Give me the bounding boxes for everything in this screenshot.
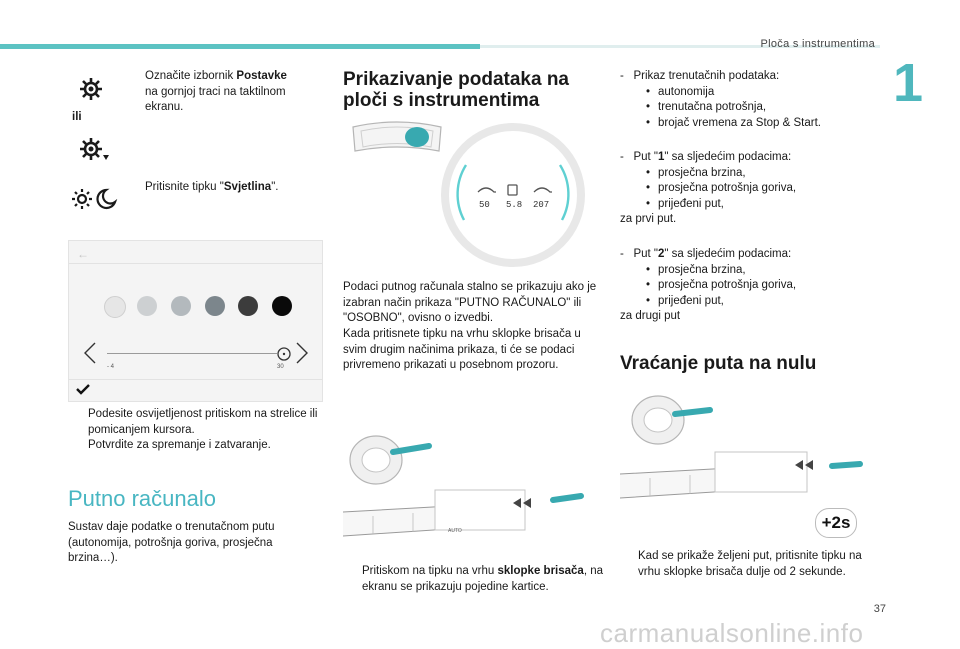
- current-data-block: [620, 69, 860, 131]
- instrument-cluster-illustration: [347, 117, 447, 159]
- block-footer: za prvi put.: [620, 213, 677, 225]
- list-item: • prosječna brzina,: [644, 166, 860, 182]
- panel-divider: [69, 263, 322, 264]
- stalk-name: sklopke brisača: [497, 565, 584, 577]
- dash: -: [620, 248, 624, 260]
- trip-gauge-display: [438, 120, 588, 270]
- menu-name: Postavke: [236, 70, 287, 82]
- display-paragraph-2: Kada pritisnete tipku na vrhu sklopke brisača u svim drugim načinima prikaza, ti će se podaci privremeno prikazati u posebnom prozoru.: [343, 328, 581, 371]
- brightness-swatch-6[interactable]: [272, 296, 292, 316]
- step-long-press-reset: Kad se prikaže željeni put, pritisnite tipku na vrhu sklopke brisača dulje od 2 sekunde.: [638, 550, 862, 578]
- block-title: Put ": [633, 248, 658, 260]
- back-arrow-icon[interactable]: ←: [77, 247, 89, 261]
- list-item: • prosječna brzina,: [644, 263, 860, 279]
- step-text: Pritisnite tipku ": [145, 181, 224, 193]
- list-item: • prijeđeni put,: [644, 197, 860, 213]
- brightness-settings-panel: [68, 240, 323, 402]
- dash: -: [620, 70, 624, 82]
- decrease-arrow-icon[interactable]: [83, 341, 97, 365]
- panel-divider-bottom: [69, 379, 322, 380]
- title-line-1: Prikazivanje podataka na: [343, 69, 569, 90]
- brightness-swatch-2[interactable]: [137, 296, 157, 316]
- list-item: • prosječna potrošnja goriva,: [644, 181, 860, 197]
- settings-gear-dropdown-icon: [78, 136, 110, 162]
- hold-2s-badge: [815, 508, 857, 538]
- list-item: • prosječna potrošnja goriva,: [644, 278, 860, 294]
- trip-1-block: [620, 150, 860, 228]
- block-title: Prikaz trenutačnih podataka:: [633, 70, 780, 82]
- step-adjust-brightness: Podesite osvijetljenost pritiskom na strelice ili pomicanjem kursora.: [88, 408, 318, 436]
- header-accent-bar: [0, 44, 480, 49]
- section-title-trip-computer: Putno računalo: [68, 486, 216, 511]
- step-select-menu: [145, 69, 315, 116]
- gauge-value-consumption: 5.8: [506, 200, 523, 210]
- gauge-value-distance: 207: [533, 200, 550, 210]
- increase-arrow-icon[interactable]: [295, 341, 309, 365]
- list-item: • prijeđeni put,: [644, 294, 860, 310]
- confirm-check-icon[interactable]: [75, 383, 91, 395]
- slider-cursor-icon[interactable]: [276, 346, 292, 362]
- section-title-display: [343, 69, 603, 111]
- list-item: • autonomija: [644, 85, 860, 101]
- trip-number: 1: [657, 151, 665, 163]
- list-item: • trenutačna potrošnja,: [644, 100, 860, 116]
- brightness-slider-track[interactable]: [107, 353, 277, 354]
- section-title-reset-trip: Vraćanje puta na nulu: [620, 353, 817, 374]
- brightness-icon: [70, 186, 120, 212]
- settings-gear-icon: [78, 76, 104, 102]
- block-footer: za drugi put: [620, 310, 681, 322]
- step-text-end: , na ekranu se prikazuju pojedine kartice.: [362, 565, 604, 593]
- brightness-swatch-3[interactable]: [171, 296, 191, 316]
- watermark: carmanualsonline.info: [600, 618, 864, 648]
- step-text-cont: na gornjoj traci na taktilnom ekranu.: [145, 85, 286, 113]
- step-text: Označite izbornik: [145, 70, 237, 82]
- dash: -: [620, 151, 624, 163]
- page-number: 37: [873, 603, 886, 615]
- block-title-end: " sa sljedećim podacima:: [664, 248, 792, 260]
- step-text: Pritiskom na tipku na vrhu: [362, 565, 498, 577]
- chapter-number: 1: [893, 53, 924, 113]
- brightness-swatch-4[interactable]: [205, 296, 225, 316]
- hold-2s-label: +2s: [821, 513, 851, 532]
- trip-2-block: [620, 247, 860, 325]
- brightness-swatch-5[interactable]: [238, 296, 258, 316]
- trip-computer-description: Sustav daje podatke o trenutačnom putu (autonomija, potrošnja goriva, prosječna brzina…).: [68, 521, 275, 564]
- title-line-2: ploči s instrumentima: [343, 90, 540, 111]
- slider-max-label: 30: [277, 364, 284, 370]
- block-title-end: " sa sljedećim podacima:: [664, 151, 792, 163]
- list-item: • brojač vremena za Stop & Start.: [644, 116, 860, 132]
- step-press-brightness: [145, 180, 315, 196]
- step-confirm: Potvrdite za spremanje i zatvaranje.: [88, 439, 271, 451]
- gauge-value-speed: 50: [479, 200, 490, 210]
- trip-number: 2: [657, 248, 665, 260]
- wiper-stalk-illustration: [343, 420, 593, 550]
- slider-min-label: - 4: [107, 364, 115, 370]
- step-press-stalk-button: [362, 564, 607, 595]
- display-paragraph-1: Podaci putnog računala stalno se prikazuju ako je izabran način prikaza "PUTNO RAČUNALO" ili "OSOBNO", ovisno o izvedbi.: [343, 281, 597, 324]
- button-name: Svjetlina: [223, 181, 272, 193]
- step-text-end: ".: [271, 181, 279, 193]
- block-title: Put ": [633, 151, 658, 163]
- stalk-auto-label: AUTO: [448, 528, 462, 534]
- header-title: Ploča s instrumentima: [760, 38, 875, 50]
- or-label: ili: [72, 111, 82, 123]
- wiper-stalk-reset-illustration: [620, 390, 870, 525]
- brightness-swatch-1[interactable]: [104, 296, 126, 318]
